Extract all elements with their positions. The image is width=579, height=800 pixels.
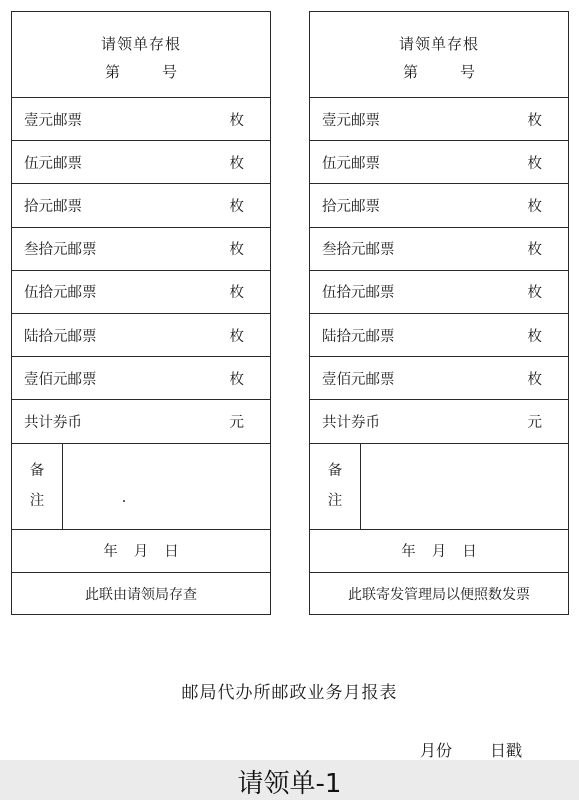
- row-unit: 枚: [229, 112, 244, 129]
- date-day: 日: [462, 544, 477, 560]
- remark-label-bottom: 注: [327, 493, 343, 509]
- row-5-yuan: [310, 141, 568, 184]
- row-label: 壹佰元邮票: [24, 371, 97, 388]
- report-title: 邮局代办所邮政业务月报表: [181, 683, 398, 703]
- remark-label-bottom: 注: [29, 493, 45, 509]
- remark-label: [12, 444, 63, 529]
- row-label: 叁拾元邮票: [322, 242, 395, 259]
- row-label: 伍拾元邮票: [24, 285, 97, 302]
- row-unit: 枚: [229, 328, 244, 345]
- caption: 请领单-1: [237, 769, 342, 799]
- row-unit: 元: [527, 414, 542, 431]
- row-10-yuan: [12, 184, 270, 227]
- row-30-yuan: [310, 228, 568, 271]
- form-title: 请领单存根: [398, 35, 479, 53]
- form-header: [12, 12, 270, 98]
- row-60-yuan: [310, 314, 568, 357]
- row-label: 共计券币: [322, 414, 380, 431]
- date-day: 日: [164, 544, 179, 560]
- date-year: 年: [103, 544, 118, 560]
- row-label: 陆拾元邮票: [322, 328, 395, 345]
- remark-label-top: 备: [29, 463, 45, 479]
- row-unit: 枚: [229, 242, 244, 259]
- row-60-yuan: [12, 314, 270, 357]
- row-unit: 枚: [527, 155, 542, 172]
- remark-field[interactable]: [361, 444, 568, 529]
- row-50-yuan: [12, 271, 270, 314]
- remark-section: [12, 444, 270, 530]
- row-1-yuan: [310, 98, 568, 141]
- row-100-yuan: [12, 357, 270, 400]
- date-year: 年: [401, 544, 416, 560]
- remark-section: [310, 444, 568, 530]
- row-unit: 枚: [229, 155, 244, 172]
- stamp-label: 日戳: [490, 741, 523, 760]
- row-label: 拾元邮票: [24, 198, 82, 215]
- date-month: 月: [431, 544, 447, 560]
- row-unit: 枚: [527, 112, 542, 129]
- row-30-yuan: [12, 228, 270, 271]
- row-label: 壹元邮票: [24, 112, 82, 129]
- number-prefix: 第: [104, 63, 120, 81]
- row-label: 叁拾元邮票: [24, 242, 97, 259]
- row-unit: 枚: [527, 371, 542, 388]
- row-label: 伍拾元邮票: [322, 285, 395, 302]
- remark-field[interactable]: [63, 444, 270, 529]
- date-row: [12, 530, 270, 573]
- row-unit: 枚: [527, 198, 542, 215]
- date-row: [310, 530, 568, 573]
- row-total: [310, 400, 568, 443]
- report-meta: [420, 738, 560, 761]
- row-label: 共计券币: [24, 414, 82, 431]
- row-1-yuan: [12, 98, 270, 141]
- row-50-yuan: [310, 271, 568, 314]
- remark-label-top: 备: [327, 463, 343, 479]
- remark-label: [310, 444, 361, 529]
- row-unit: 枚: [229, 371, 244, 388]
- row-label: 拾元邮票: [322, 198, 380, 215]
- row-5-yuan: [12, 141, 270, 184]
- row-unit: 枚: [229, 198, 244, 215]
- form-number-line: [12, 61, 270, 82]
- row-label: 陆拾元邮票: [24, 328, 97, 345]
- form-number-line: [310, 61, 568, 82]
- number-suffix: 号: [162, 63, 178, 81]
- form-header: [310, 12, 568, 98]
- form-title: 请领单存根: [100, 35, 181, 53]
- form-footer: 此联由请领局存查: [85, 586, 197, 603]
- row-label: 壹元邮票: [322, 112, 380, 129]
- row-unit: 枚: [229, 285, 244, 302]
- row-total: [12, 400, 270, 443]
- number-suffix: 号: [460, 63, 476, 81]
- number-prefix: 第: [402, 63, 418, 81]
- row-10-yuan: [310, 184, 568, 227]
- row-label: 壹佰元邮票: [322, 371, 395, 388]
- stub-form-right: [309, 11, 569, 615]
- row-unit: 元: [229, 414, 244, 431]
- row-unit: 枚: [527, 328, 542, 345]
- form-footer: 此联寄发管理局以便照数发票: [348, 586, 530, 603]
- row-unit: 枚: [527, 242, 542, 259]
- stub-form-left: [11, 11, 271, 615]
- row-label: 伍元邮票: [24, 155, 82, 172]
- month-label: 月份: [420, 741, 453, 760]
- date-month: 月: [133, 544, 149, 560]
- row-label: 伍元邮票: [322, 155, 380, 172]
- row-100-yuan: [310, 357, 568, 400]
- row-unit: 枚: [527, 285, 542, 302]
